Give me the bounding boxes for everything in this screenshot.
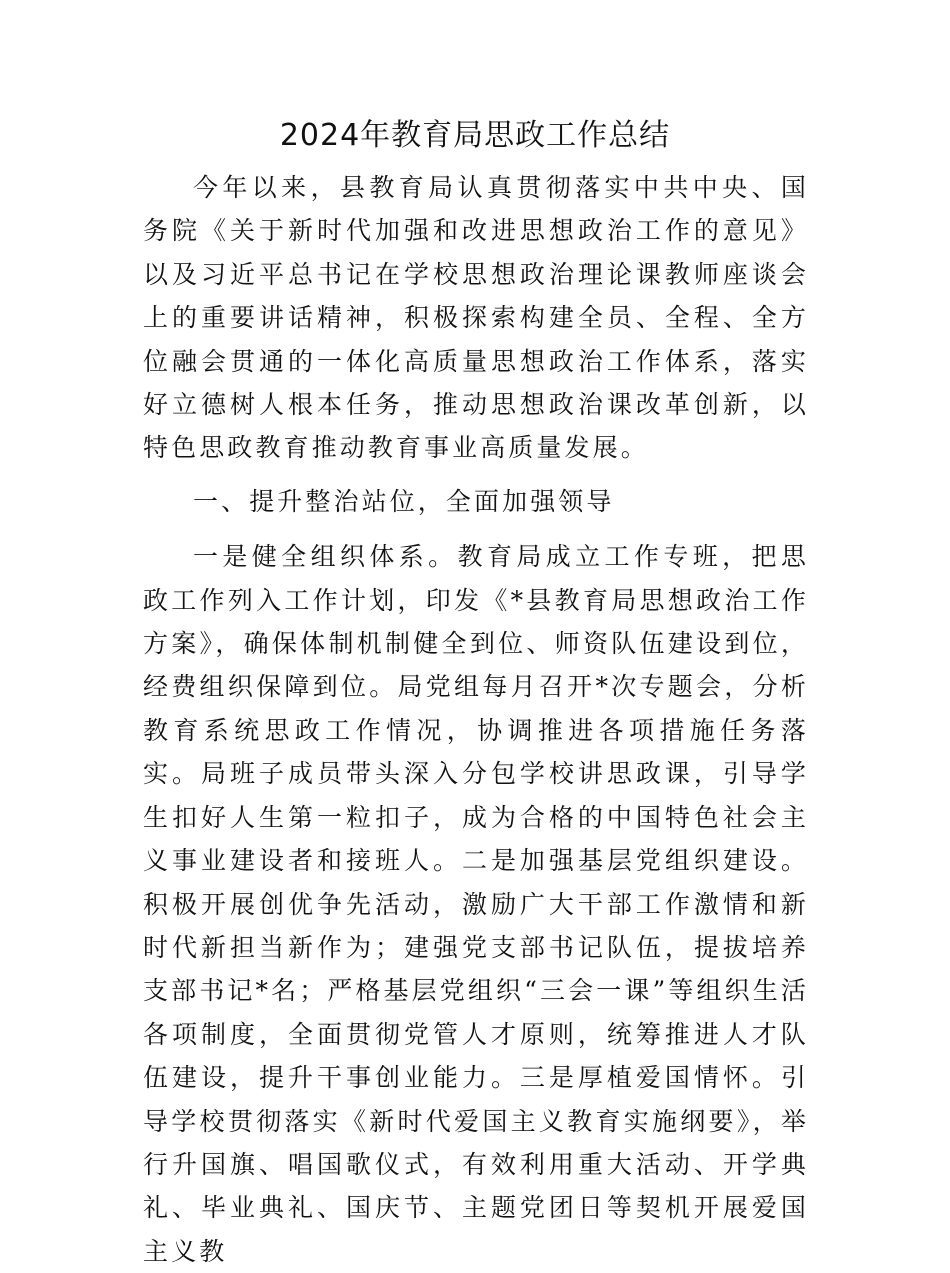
document-title: 2024年教育局思政工作总结 — [279, 118, 671, 153]
intro-paragraph: 今年以来，县教育局认真贯彻落实中共中央、国务院《关于新时代加强和改进思想政治工作的意见》以及习近平总书记在学校思想政治理论课教师座谈会上的重要讲话精神，积极探索构建全员、全程、全方位融会贯通的一体化高质量思想政治工作体系，落实好立德树人根本任务，推动思想政治课改革创新，以特色思政教育推动教育事业高质量发展。 — [143, 173, 809, 463]
document-body — [143, 166, 809, 1273]
section-body-paragraph: 一是健全组织体系。教育局成立工作专班，把思政工作列入工作计划，印发《*县教育局思想政治工作方案》，确保体制机制健全到位、师资队伍建设到位，经费组织保障到位。局党组每月召开*次专题会，分析教育系统思政工作情况，协调推进各项措施任务落实。局班子成员带头深入分包学校讲思政课，引导学生扣好人生第一粒扣子，成为合格的中国特色社会主义事业建设者和接班人。二是加强基层党组织建设。积极开展创优争先活动，激励广大干部工作激情和新时代新担当新作为；建强党支部书记队伍，提拔培养支部书记*名；严格基层党组织“三会一课”等组织生活各项制度，全面贯彻党管人才原则，统筹推进人才队伍建设，提升干事创业能力。三是厚植爱国情怀。引导学校贯彻落实《新时代爱国主义教育实施纲要》，举行升国旗、唱国歌仪式，有效利用重大活动、开学典礼、毕业典礼、国庆节、主题党团日等契机开展爱国主义教 — [143, 542, 809, 1266]
section-heading: 一、提升整治站位，全面加强领导 — [193, 486, 615, 516]
